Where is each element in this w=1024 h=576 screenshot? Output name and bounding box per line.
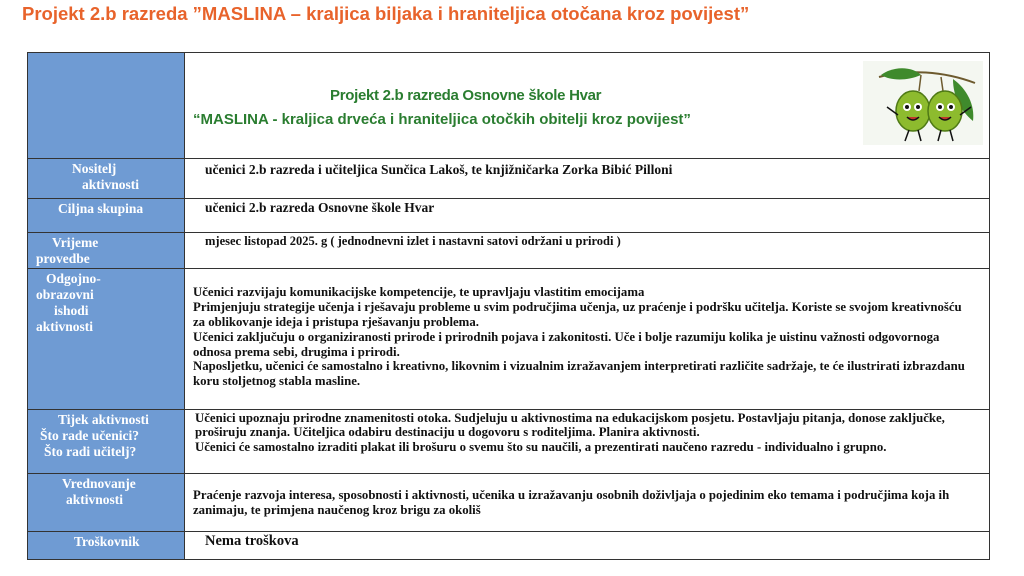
label-nositelj — [28, 159, 185, 199]
label-line: obrazovni — [36, 287, 94, 303]
label-vrednovanje — [28, 473, 185, 531]
activity-paragraph: Učenici upoznaju prirodne znamenitosti otoka. Sudjeluju u aktivnostima na edukacijskom posjetu. Postavljaju pitanja, donose zaključke, proširuju znanja. Učiteljica odabiru destinaciju u dogovoru s roditeljima. Planira aktivnosti. — [195, 410, 945, 440]
content-text: učenici 2.b razreda i učiteljica Sunčica Lakoš, te knjižničarka Zorka Bibić Pilloni — [205, 162, 673, 178]
content-tijek — [185, 409, 990, 473]
label-line: aktivnosti — [82, 177, 140, 193]
row-ciljna-skupina — [28, 199, 990, 233]
label-ishodi — [28, 269, 185, 409]
row-troskovnik — [28, 531, 990, 559]
label-line: Odgojno- — [46, 271, 101, 287]
olive-characters-icon — [863, 61, 983, 145]
header-label-cell — [28, 53, 185, 159]
label-line: aktivnosti — [36, 319, 94, 335]
project-table — [27, 52, 990, 560]
label-line: Vrednovanje — [62, 475, 136, 491]
content-vrednovanje — [185, 473, 990, 531]
row-tijek — [28, 409, 990, 473]
label-ciljna-skupina — [28, 199, 185, 233]
label-vrijeme — [28, 233, 185, 269]
row-vrijeme — [28, 233, 990, 269]
content-text: mjesec listopad 2025. g ( jednodnevni izlet i nastavni satovi održani u prirodi ) — [205, 234, 621, 249]
label-line: aktivnosti — [66, 491, 124, 507]
content-text: Nema troškova — [205, 532, 299, 549]
row-ishodi — [28, 269, 990, 409]
label-line: Troškovnik — [74, 533, 140, 549]
label-line: ishodi — [54, 303, 89, 319]
header-cell — [185, 53, 990, 159]
content-nositelj — [185, 159, 990, 199]
content-ishodi — [185, 269, 990, 409]
activity-paragraph: Učenici će samostalno izraditi plakat ili brošuru o svemu što su naučili, a prezentirati naučeno razredu - individualno i grupno. — [195, 440, 887, 455]
label-troskovnik — [28, 531, 185, 559]
project-name: “MASLINA - kraljica drveća i hraniteljica otočkih obitelji kroz povijest” — [193, 111, 691, 128]
page-title: Projekt 2.b razreda ”MASLINA – kraljica biljaka i hraniteljica otočana kroz povijest” — [22, 3, 750, 24]
label-line: Tijek aktivnosti — [58, 411, 149, 427]
label-tijek — [28, 409, 185, 473]
content-ciljna-skupina — [185, 199, 990, 233]
label-line: Ciljna skupina — [58, 201, 144, 217]
outcome-paragraph: Učenici zaključuju o organiziranosti prirode i prirodnih pojava i zakonitosti. Uče i bolje razumiju kolika je uistinu važnosti odgovornoga odnosa prema sebi, drugima i prirodi. — [193, 329, 940, 359]
label-line: Vrijeme — [52, 235, 99, 251]
label-line: Što rade učenici? — [40, 427, 139, 443]
content-text: Praćenje razvoja interesa, sposobnosti i aktivnosti, učenika u izražavanju osobnih doživljaja o pojedinim eko temama i područjima koja ih zanimaju, te primjena naučenog kroz brigu za okoliš — [193, 487, 950, 517]
outcome-paragraph: Primjenjuju strategije učenja i rješavaju probleme u svim područjima učenja, uz praćenje i podršku učitelja. Koriste se svojom kreativnošću za oblikovanje ideja i pristupa rješavanju problema. — [193, 300, 962, 329]
outcome-paragraph: Naposljetku, učenici će samostalno i kreativno, likovnim i vizualnim izražavanjem interpretirati različite sadržaje, te će ilustrirati izbrazdanu koru stoljetnog stabla masline. — [193, 359, 965, 389]
content-vrijeme — [185, 233, 990, 269]
row-vrednovanje — [28, 473, 990, 531]
label-line: Što radi učitelj? — [44, 443, 137, 459]
label-line: Nositelj — [72, 161, 117, 177]
row-nositelj — [28, 159, 990, 199]
label-line: provedbe — [36, 251, 90, 267]
header-row — [28, 53, 990, 159]
content-text: učenici 2.b razreda Osnovne škole Hvar — [205, 200, 435, 216]
content-troskovnik — [185, 531, 990, 559]
outcome-paragraph: Učenici razvijaju komunikacijske kompetencije, te upravljaju vlastitim emocijama — [193, 285, 645, 300]
project-subtitle: Projekt 2.b razreda Osnovne škole Hvar — [330, 87, 602, 104]
